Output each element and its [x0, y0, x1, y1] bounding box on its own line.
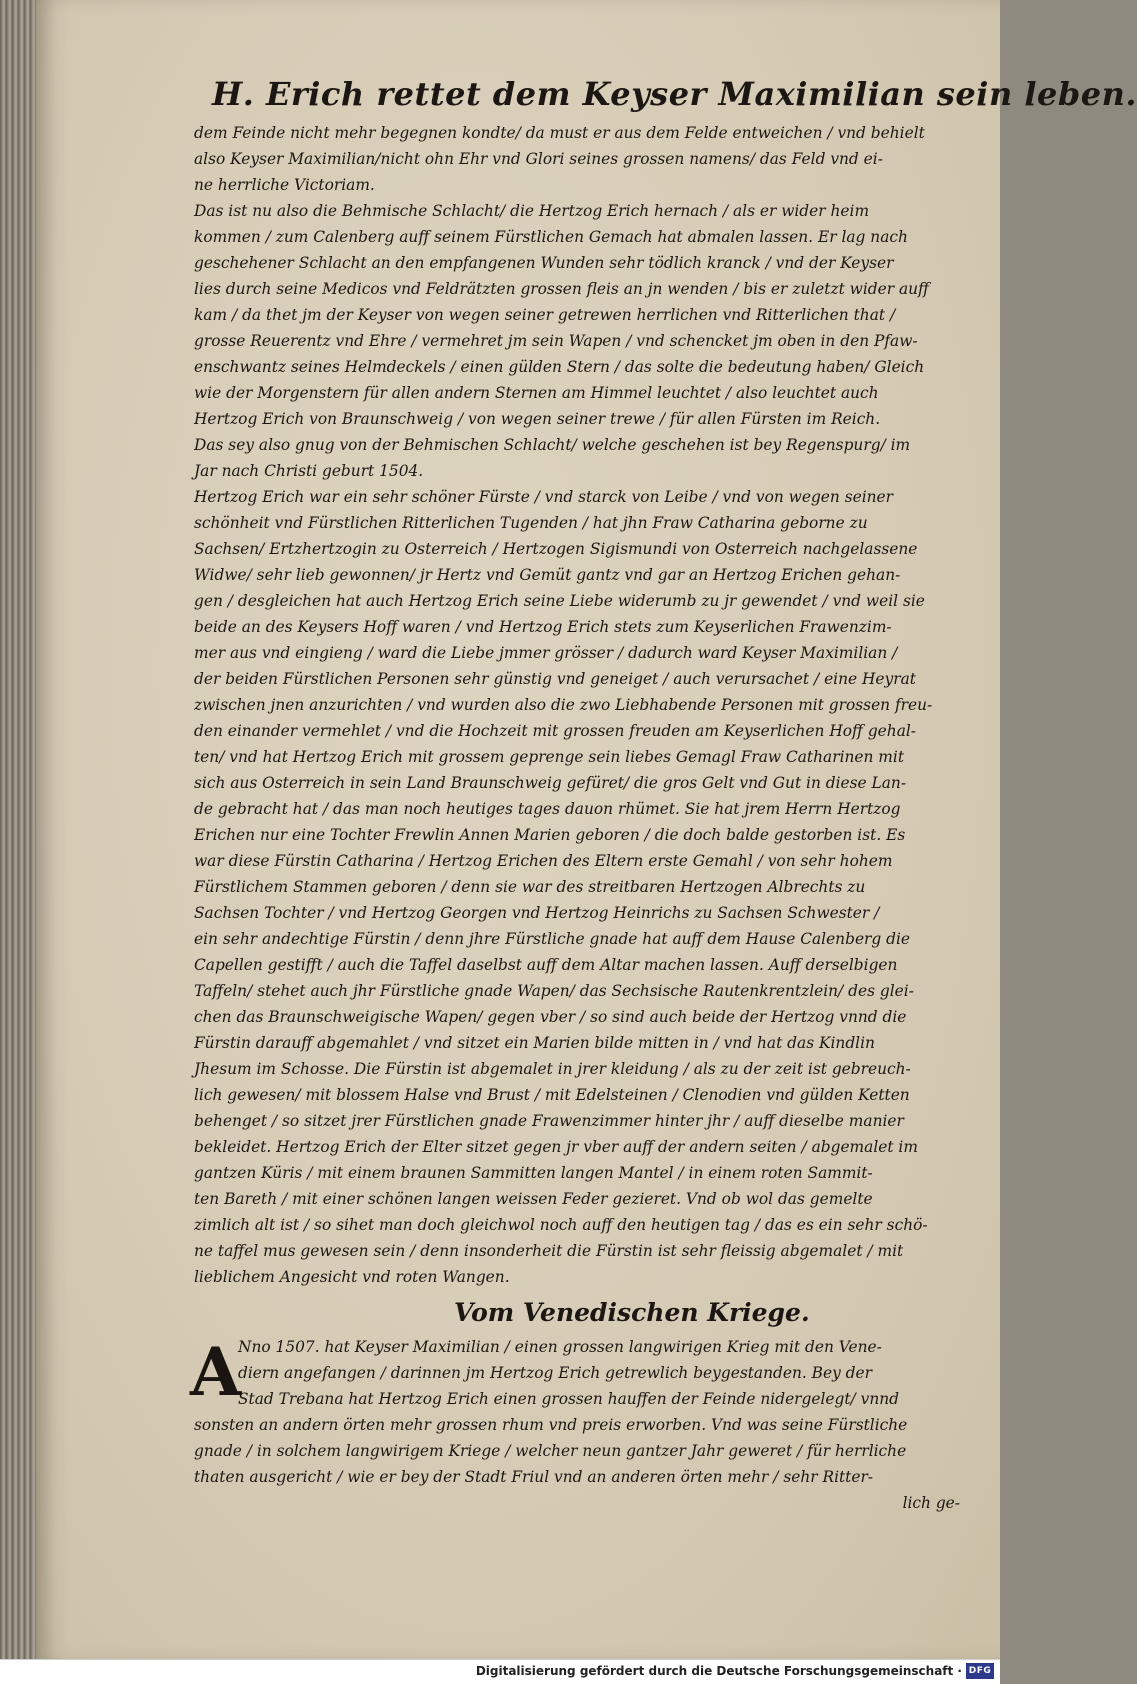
page-edge	[0, 0, 36, 1660]
text-line: Das sey also gnug von der Behmischen Schlacht/ welche geschehen ist bey Regenspurg/ im	[194, 436, 911, 454]
text-line: der beiden Fürstlichen Personen sehr günstig vnd geneiget / auch verursachet / eine Heyrat	[194, 670, 916, 688]
text-line: Nno 1507. hat Keyser Maximilian / einen grossen langwirigen Krieg mit den Vene-	[238, 1338, 882, 1356]
text-line: ten/ vnd hat Hertzog Erich mit grossem geprenge sein liebes Gemagl Fraw Catharinen mit	[194, 748, 905, 766]
text-line: Sachsen/ Ertzhertzogin zu Osterreich / Hertzogen Sigismundi von Osterreich nachgelassene	[194, 540, 918, 558]
text-line: kommen / zum Calenberg auff seinem Fürstlichen Gemach hat abmalen lassen. Er lag nach	[194, 228, 908, 246]
text-line: thaten ausgericht / wie er bey der Stadt Friul vnd an anderen örten mehr / sehr Ritter-	[194, 1468, 874, 1486]
text-line: also Keyser Maximilian/nicht ohn Ehr vnd Glori seines grossen namens/ das Feld vnd ei-	[194, 150, 883, 168]
text-line: war diese Fürstin Catharina / Hertzog Erichen des Eltern erste Gemahl / von sehr hohem	[194, 852, 893, 870]
text-line: Fürstlichem Stammen geboren / denn sie war des streitbaren Hertzogen Albrechts zu	[194, 878, 866, 896]
text-line: lich gewesen/ mit blossem Halse vnd Brust / mit Edelsteinen / Clenodien vnd gülden Ketten	[194, 1086, 910, 1104]
text-line: Capellen gestifft / auch die Taffel daselbst auff dem Altar machen lassen. Auff derselbigen	[194, 956, 898, 974]
book-page	[36, 0, 1137, 1660]
text-line: grosse Reuerentz vnd Ehre / vermehret jm sein Wapen / vnd schencket jm oben in den Pfaw-	[194, 332, 918, 350]
text-line: enschwantz seines Helmdeckels / einen gülden Stern / das solte die bedeutung haben/ Gleich	[194, 358, 925, 376]
text-line: gantzen Küris / mit einem braunen Sammitten langen Mantel / in einem roten Sammit-	[194, 1164, 873, 1182]
paragraph-block-b	[190, 1333, 964, 1490]
text-line: geschehener Schlacht an den empfangenen Wunden sehr tödlich kranck / vnd der Keyser	[194, 254, 894, 272]
text-line: Hertzog Erich von Braunschweig / von wegen seiner trewe / für allen Fürsten im Reich.	[194, 410, 881, 428]
text-line: chen das Braunschweigische Wapen/ gegen vber / so sind auch beide der Hertzog vnnd die	[194, 1008, 907, 1026]
text-line: gnade / in solchem langwirigem Kriege / welcher neun gantzer Jahr geweret / für herrliche	[194, 1442, 907, 1460]
text-line: ten Bareth / mit einer schönen langen weissen Feder gezieret. Vnd ob wol das gemelte	[194, 1190, 873, 1208]
text-line: Sachsen Tochter / vnd Hertzog Georgen vnd Hertzog Heinrichs zu Sachsen Schwester /	[194, 904, 880, 922]
text-line: lieblichem Angesicht vnd roten Wangen.	[194, 1268, 510, 1286]
text-line: dem Feinde nicht mehr begegnen kondte/ da must er aus dem Felde entweichen / vnd behielt	[194, 124, 925, 142]
text-line: gen / desgleichen hat auch Hertzog Erich seine Liebe widerumb zu jr gewendet / vnd weil sie	[194, 592, 925, 610]
text-line: behenget / so sitzet jrer Fürstlichen gnade Frawenzimmer hinter jhr / auff dieselbe manier	[194, 1112, 904, 1130]
catchword: lich ge-	[902, 1494, 960, 1512]
footer-bar	[0, 1659, 1000, 1684]
text-line: Taffeln/ stehet auch jhr Fürstliche gnade Wapen/ das Sechsische Rautenkrentzlein/ des glei-	[194, 982, 914, 1000]
text-line: lies durch seine Medicos vnd Feldrätzten grossen fleis an jn wenden / bis er zuletzt wider auff	[194, 280, 929, 298]
section-title: Vom Venedischen Kriege.	[454, 1298, 810, 1327]
running-head: H. Erich rettet dem Keyser Maximilian sein leben.	[212, 75, 1137, 113]
paragraph-block-a	[194, 120, 964, 1290]
text-line: Jhesum im Schosse. Die Fürstin ist abgemalet in jrer kleidung / als zu der zeit ist gebreuch-	[194, 1060, 911, 1078]
text-line: beide an des Keysers Hoff waren / vnd Hertzog Erich stets zum Keyserlichen Frawenzim-	[194, 618, 892, 636]
text-line: kam / da thet jm der Keyser von wegen seiner getrewen herrlichen vnd Ritterlichen that /	[194, 306, 896, 324]
paragraph-lines-b	[194, 1334, 964, 1490]
text-line: Fürstin darauff abgemahlet / vnd sitzet ein Marien bilde mitten in / vnd hat das Kindlin	[194, 1034, 875, 1052]
text-line: sonsten an andern örten mehr grossen rhum vnd preis erworben. Vnd was seine Fürstliche	[194, 1416, 908, 1434]
text-line: Das ist nu also die Behmische Schlacht/ die Hertzog Erich hernach / als er wider heim	[194, 202, 870, 220]
text-line: diern angefangen / darinnen jm Hertzog Erich getrewlich beygestanden. Bey der	[238, 1364, 872, 1382]
text-line: Widwe/ sehr lieb gewonnen/ jr Hertz vnd Gemüt gantz vnd gar an Hertzog Erichen gehan-	[194, 566, 901, 584]
text-line: zimlich alt ist / so sihet man doch gleichwol noch auff den heutigen tag / das es ein sehr schö-	[194, 1216, 928, 1234]
text-line: ne herrliche Victoriam.	[194, 176, 375, 194]
text-line: zwischen jnen anzurichten / vnd wurden also die zwo Liebhabende Personen mit grossen freu-	[194, 696, 933, 714]
text-line: bekleidet. Hertzog Erich der Elter sitzet gegen jr vber auff der andern seiten / abgemalet im	[194, 1138, 918, 1156]
text-line: ne taffel mus gewesen sein / denn insonderheit die Fürstin ist sehr fleissig abgemalet / mit	[194, 1242, 904, 1260]
text-line: Hertzog Erich war ein sehr schöner Fürste / vnd starck von Leibe / vnd von wegen seiner	[194, 488, 894, 506]
text-line: Erichen nur eine Tochter Frewlin Annen Marien geboren / die doch balde gestorben ist. Es	[194, 826, 906, 844]
text-line: de gebracht hat / das man noch heutiges tages dauon rhümet. Sie hat jrem Herrn Hertzog	[194, 800, 901, 818]
text-line: Stad Trebana hat Hertzog Erich einen grossen hauffen der Feinde nidergelegt/ vnnd	[238, 1390, 900, 1408]
text-line: schönheit vnd Fürstlichen Ritterlichen Tugenden / hat jhn Fraw Catharina geborne zu	[194, 514, 868, 532]
text-line: sich aus Osterreich in sein Land Braunschweig gefüret/ die gros Gelt vnd Gut in diese Lan-	[194, 774, 907, 792]
page-text	[190, 74, 1137, 1516]
text-line: Jar nach Christi geburt 1504.	[194, 462, 424, 480]
footer-credit: Digitalisierung gefördert durch die Deutsche Forschungsgemeinschaft ·	[475, 1664, 962, 1678]
drop-initial: A	[190, 1333, 242, 1411]
dfg-logo: DFG	[966, 1663, 994, 1679]
text-line: ein sehr andechtige Fürstin / denn jhre Fürstliche gnade hat auff dem Hause Calenberg die	[194, 930, 911, 948]
text-line: den einander vermehlet / vnd die Hochzeit mit grossen freuden am Keyserlichen Hoff gehal-	[194, 722, 916, 740]
text-line: mer aus vnd eingieng / ward die Liebe jmmer grösser / dadurch ward Keyser Maximilian /	[194, 644, 898, 662]
text-line: wie der Morgenstern für allen andern Sternen am Himmel leuchtet / also leuchtet auch	[194, 384, 879, 402]
